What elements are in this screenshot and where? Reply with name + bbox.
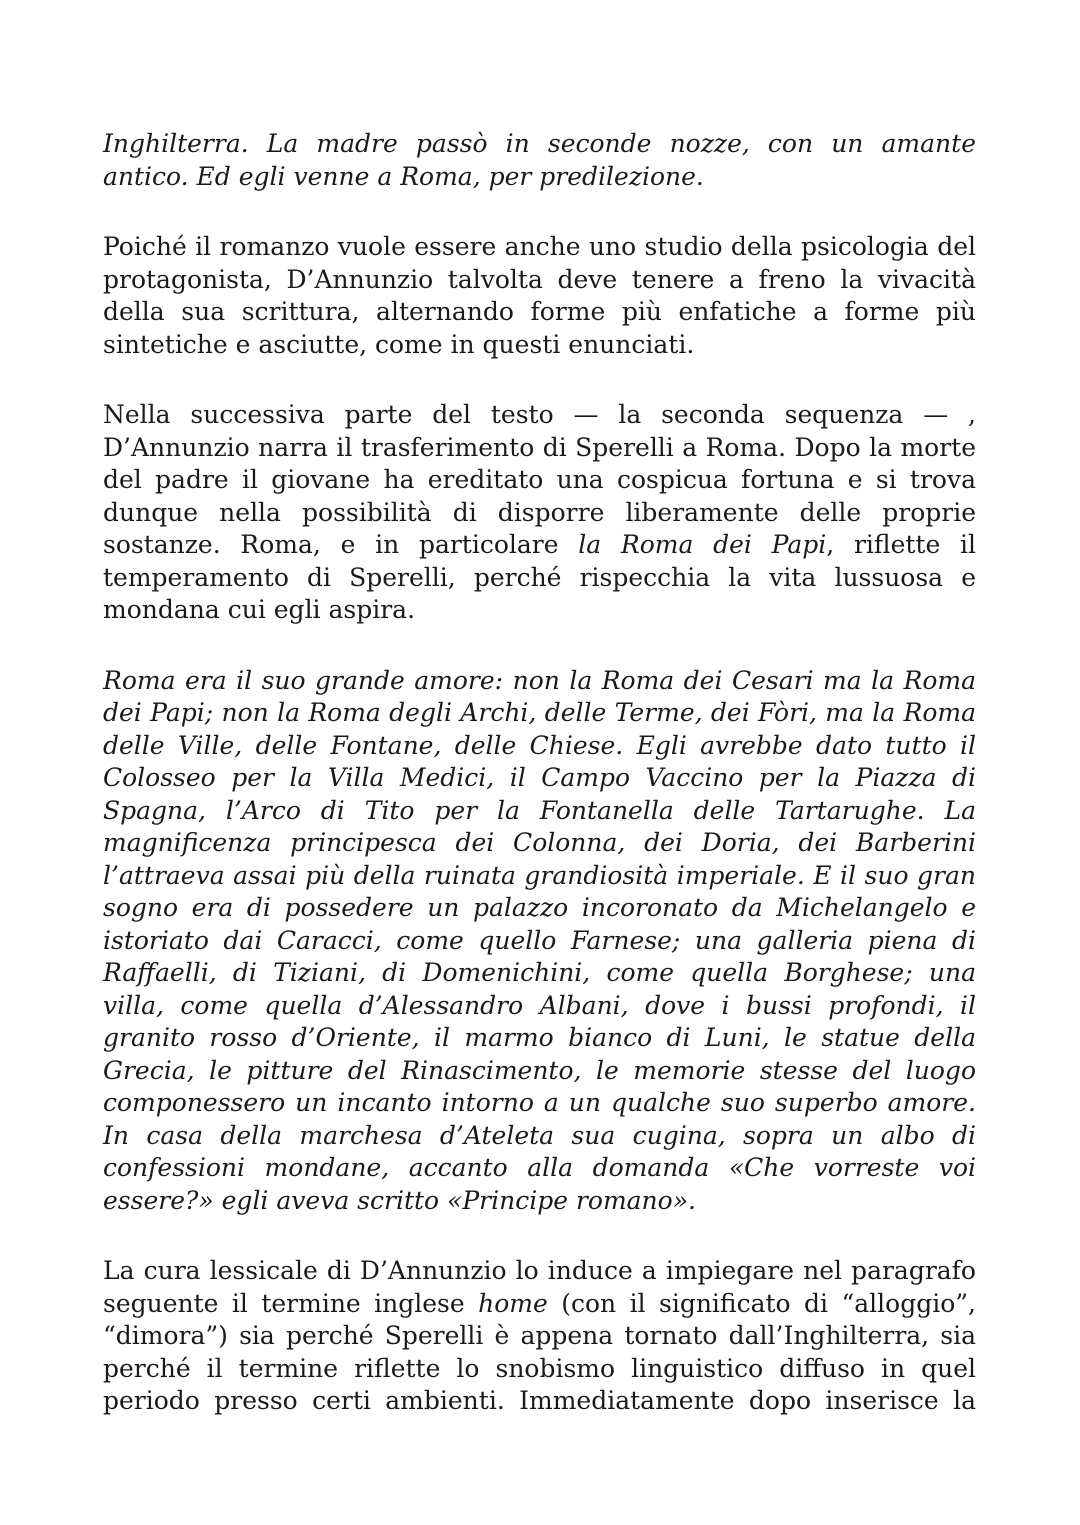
lexical-text-part1: La cura lessicale di D’Annunzio lo induce a impiegare nel paragrafo seguente il termine inglese bbox=[103, 1256, 976, 1318]
roma-italic-phrase: la Roma dei Papi bbox=[578, 530, 827, 559]
roma-text-part1: Nella successiva parte del testo — la seconda sequenza — , D’Annunzio narra il trasferimento di Sperelli a Roma. Dopo la morte del padre il giovane ha ereditato una cospicua fortuna e si trova dunque nella possibilità di disporre liberamente delle proprie sostanze. Roma, e in particolare bbox=[103, 400, 976, 559]
intro-quote-paragraph: Inghilterra. La madre passò in seconde nozze, con un amante antico. Ed egli venne a Roma, per predilezione. bbox=[103, 129, 976, 191]
lexical-paragraph bbox=[103, 1255, 976, 1418]
roma-paragraph bbox=[103, 399, 976, 627]
psychology-paragraph: Poiché il romanzo vuole essere anche uno studio della psicologia del protagonista, D’Annunzio talvolta deve tenere a freno la vivacità della sua scrittura, alternando forme più enfatiche a forme più sintetiche e asciutte, come in questi enunciati. bbox=[103, 232, 976, 359]
roma-text-part2: , riflette il temperamento di Sperelli, perché rispecchia la vita lussuosa e mondana cui egli aspira. bbox=[103, 530, 976, 624]
lexical-italic-word: home bbox=[478, 1288, 548, 1318]
document-page bbox=[103, 128, 976, 1418]
lexical-text-part2: (con il significato di “alloggio”, “dimora”) sia perché Sperelli è appena tornato dall’Inghilterra, sia perché il termine riflette lo snobismo linguistico diffuso in quel periodo presso certi ambienti. Immediatamente dopo inserisce la bbox=[103, 1288, 976, 1415]
long-quote-paragraph: Roma era il suo grande amore: non la Roma dei Cesari ma la Roma dei Papi; non la Roma degli Archi, delle Terme, dei Fòri, ma la Roma delle Ville, delle Fontane, delle Chiese. Egli avrebbe dato tutto il Colosseo per la Villa Medici, il Campo Vaccino per la Piazza di Spagna, l’Arco di Tito per la Fontanella delle Tartarughe. La magnificenza principesca dei Colonna, dei Doria, dei Barberini l’attraeva assai più della ruinata grandiosità imperiale. E il suo gran sogno era di possedere un palazzo incoronato da Michelangelo e istoriato dai Caracci, come quello Farnese; una galleria piena di Raffaelli, di Tiziani, di Domenichini, come quella Borghese; una villa, come quella d’Alessandro Albani, dove i bussi profondi, il granito rosso d’Oriente, il marmo bianco di Luni, le statue della Grecia, le pitture del Rinascimento, le memorie stesse del luogo componessero un incanto intorno a un qualche suo superbo amore. In casa della marchesa d’Ateleta sua cugina, sopra un albo di confessioni mondane, accanto alla domanda «Che vorreste voi essere?» egli aveva scritto «Principe romano». bbox=[103, 665, 976, 1215]
